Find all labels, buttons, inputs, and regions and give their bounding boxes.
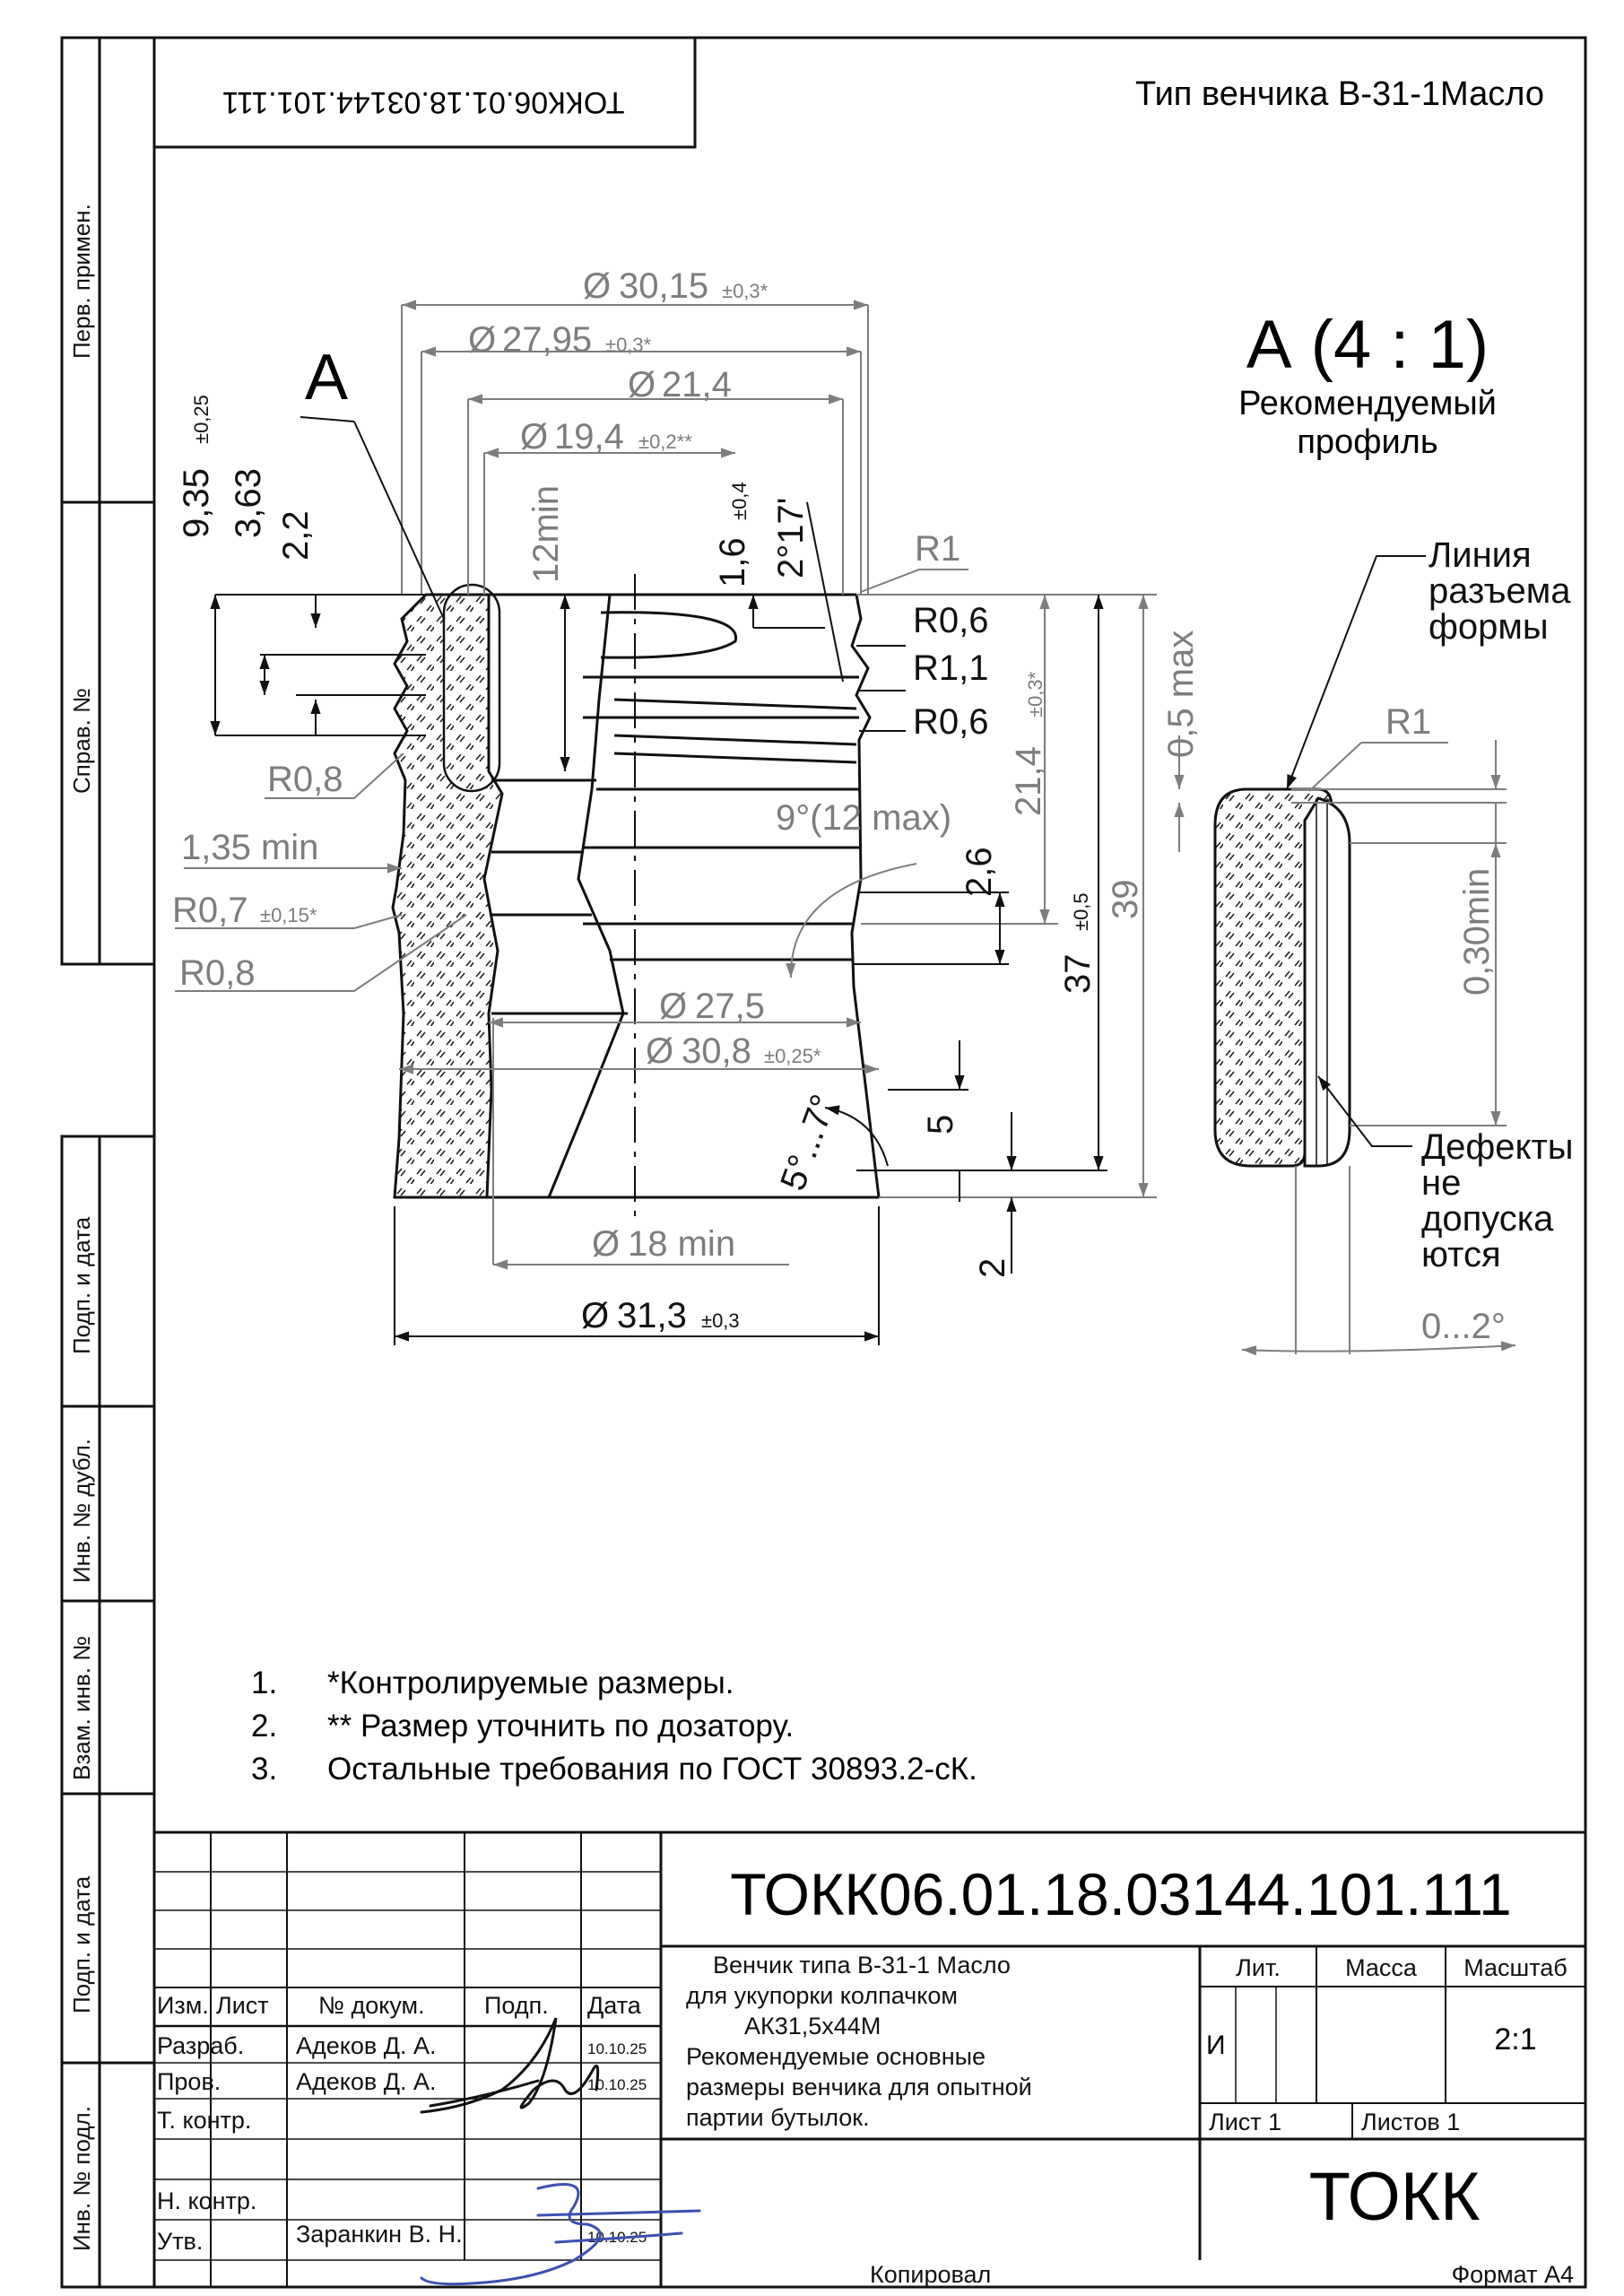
col-podp: Подп. (484, 1992, 549, 2019)
doc-name-line-5: размеры венчика для опытной (686, 2074, 1032, 2100)
dim-d-19-4-tol: ±0,2** (638, 430, 692, 453)
dim-h-3-63: 3,63 (229, 468, 268, 538)
note-1-num: 1. (251, 1665, 278, 1700)
detail-subtitle-1: Рекомендуемый (1238, 385, 1497, 422)
podp-data-label-1: Подп. и дата (68, 1216, 95, 1354)
parting-line-label-3: формы (1429, 607, 1549, 647)
vzam-inv-label: Взам. инв. № (68, 1635, 95, 1780)
dim-h-9-35: 9,35 (177, 468, 216, 538)
hatched-wall-section (393, 595, 502, 1197)
dim-h-2: 2 (973, 1257, 1012, 1278)
detail-0-30-min: 0,30min (1457, 867, 1497, 996)
lit-label: Лит. (1236, 1954, 1281, 1981)
dim-r0-8-top: R0,8 (267, 760, 343, 799)
side-strip-labels (68, 204, 95, 2251)
dim-r0-6-bottom: R0,6 (913, 702, 989, 742)
dim-h-2-6: 2,6 (960, 847, 999, 897)
signature-zarankin (421, 2185, 699, 2284)
diameter-symbol-19-4: Ø (520, 417, 549, 457)
perv-primen-label: Перв. примен. (68, 204, 95, 359)
dim-h-37-tol: ±0,5 (1070, 892, 1092, 931)
dim-h-39: 39 (1106, 879, 1145, 919)
sheet-label: Лист 1 (1209, 2109, 1282, 2135)
scale-label: Масштаб (1463, 1954, 1568, 1981)
dim-h-1-6-tol: ±0,4 (728, 482, 751, 520)
title-block-text (157, 1861, 1574, 2288)
dim-r1-main: R1 (915, 529, 961, 569)
utv-name: Заранкин В. Н. (296, 2221, 463, 2248)
main-dimension-lines (175, 305, 1157, 1345)
note-2-text: ** Размер уточнить по дозатору. (327, 1709, 795, 1744)
mirrored-doc-code: ТОКК06.01.18.03144.101.111 (221, 85, 625, 119)
utv-date: 10.10.25 (587, 2229, 647, 2246)
technical-notes (251, 1665, 977, 1787)
col-data: Дата (587, 1992, 641, 2019)
dim-d-30-8-tol: ±0,25* (764, 1045, 821, 1067)
razrab-name: Адеков Д. А. (296, 2032, 437, 2059)
note-3-text: Остальные требования по ГОСТ 30893.2-сК. (327, 1752, 977, 1787)
dim-r0-7-tol: ±0,15* (260, 904, 317, 926)
prov-label: Пров. (157, 2068, 221, 2095)
col-doc: № докум. (318, 1992, 425, 2019)
dim-d-30-8: 30,8 (682, 1031, 751, 1071)
sprav-no-label: Справ. № (68, 688, 95, 794)
neck-type-label: Тип венчика В-31-1Масло (1135, 75, 1544, 113)
col-list: Лист (216, 1992, 269, 2019)
doc-name-line-3: АК31,5х44М (744, 2013, 881, 2039)
tkontr-label: Т. контр. (157, 2107, 252, 2134)
dim-d-27-5: 27,5 (695, 987, 765, 1026)
dim-h-12min: 12min (526, 485, 566, 583)
podp-data-label-2: Подп. и дата (68, 1875, 95, 2013)
dim-h-37: 37 (1058, 953, 1098, 994)
dim-d-27-95-tol: ±0,3* (605, 334, 652, 356)
note-1-text: *Контролируемые размеры. (327, 1665, 734, 1700)
nkontr-label: Н. контр. (157, 2187, 257, 2214)
note-3-num: 3. (251, 1752, 278, 1787)
detail-view-a (1161, 307, 1574, 1354)
razrab-label: Разраб. (157, 2032, 245, 2059)
inv-podl-label: Инв. № подл. (68, 2106, 95, 2251)
doc-code: ТОКК06.01.18.03144.101.111 (730, 1861, 1512, 1927)
dim-r0-6-top: R0,6 (913, 601, 989, 640)
utv-label: Утв. (157, 2228, 204, 2255)
dim-d-19-4: 19,4 (554, 417, 624, 457)
razrab-date: 10.10.25 (587, 2040, 647, 2057)
dim-h-21-4: 21,4 (1009, 746, 1048, 816)
defects-label-4: ются (1421, 1235, 1501, 1274)
parting-line-label-2: разъема (1429, 571, 1571, 611)
scale-value: 2:1 (1494, 2022, 1537, 2057)
inv-dubl-label: Инв. № дубл. (68, 1438, 95, 1583)
dim-h-5: 5 (921, 1114, 960, 1135)
parting-line-label-1: Линия (1429, 535, 1532, 575)
dim-angle-9: 9°(12 max) (776, 798, 952, 838)
main-dimension-labels (172, 266, 1145, 1335)
diameter-symbol-21-4: Ø (628, 365, 656, 404)
col-izm: Изм. (157, 1992, 209, 2019)
dim-angle-2-17: 2°17' (771, 497, 811, 578)
detail-0-5-max: 0,5 max (1161, 630, 1201, 758)
doc-name-line-4: Рекомендуемые основные (686, 2043, 986, 2070)
dim-r1-1: R1,1 (913, 648, 989, 688)
prov-name: Адеков Д. А. (296, 2068, 437, 2095)
dim-h-21-4-tol: ±0,3* (1024, 671, 1046, 718)
prov-date: 10.10.25 (587, 2076, 647, 2093)
dim-r0-7: R0,7 (172, 891, 248, 930)
org-name: ТОКК (1308, 2159, 1481, 2235)
mass-label: Масса (1345, 1954, 1417, 1981)
dim-d-31-3: 31,3 (617, 1296, 687, 1335)
lit-value: И (1206, 2031, 1226, 2060)
doc-name-line-6: партии бутылок. (686, 2104, 870, 2131)
doc-name-line-2: для укупорки колпачком (686, 1982, 958, 2009)
view-mark-a: А (305, 342, 349, 413)
detail-angle-0-2: 0...2° (1421, 1307, 1506, 1346)
copied-label: Копировал (870, 2261, 992, 2288)
defects-label-2: не (1421, 1163, 1462, 1203)
dim-d-30-15-tol: ±0,3* (722, 280, 769, 302)
note-2-num: 2. (251, 1709, 278, 1744)
dim-r0-8-bottom: R0,8 (179, 953, 256, 993)
diameter-symbol-27-95: Ø (468, 320, 497, 360)
doc-name-line-1: Венчик типа В-31-1 Масло (713, 1952, 1011, 1979)
dim-d-27-95: 27,95 (502, 320, 593, 360)
detail-subtitle-2: профиль (1297, 423, 1438, 461)
dim-d-30-15: 30,15 (619, 266, 709, 306)
dim-d-21-4: 21,4 (662, 365, 732, 404)
dim-h-2-2: 2,2 (276, 510, 316, 561)
dim-h-1-6: 1,6 (713, 537, 752, 587)
sheets-label: Листов 1 (1361, 2109, 1461, 2135)
diameter-symbol-30-15: Ø (583, 266, 612, 306)
diameter-symbol-30-8: Ø (646, 1031, 674, 1071)
detail-r1: R1 (1385, 702, 1432, 742)
dim-d-18min: 18 min (628, 1224, 736, 1264)
top-code-box (154, 38, 695, 147)
dim-d-31-3-tol: ±0,3 (701, 1309, 740, 1332)
defects-label-3: допуска (1421, 1199, 1554, 1239)
format-label: Формат А4 (1451, 2261, 1574, 2288)
dim-angle-5-7: 5°...7° (773, 1089, 845, 1196)
defects-label-1: Дефекты (1421, 1127, 1574, 1167)
detail-title: А (4 : 1) (1246, 307, 1489, 383)
diameter-symbol-31-3: Ø (581, 1296, 610, 1335)
dim-1-35-min: 1,35 min (181, 828, 319, 867)
diameter-symbol-27-5: Ø (659, 987, 688, 1026)
dim-h-9-35-tol: ±0,25 (190, 395, 213, 444)
diameter-symbol-18: Ø (592, 1224, 621, 1264)
